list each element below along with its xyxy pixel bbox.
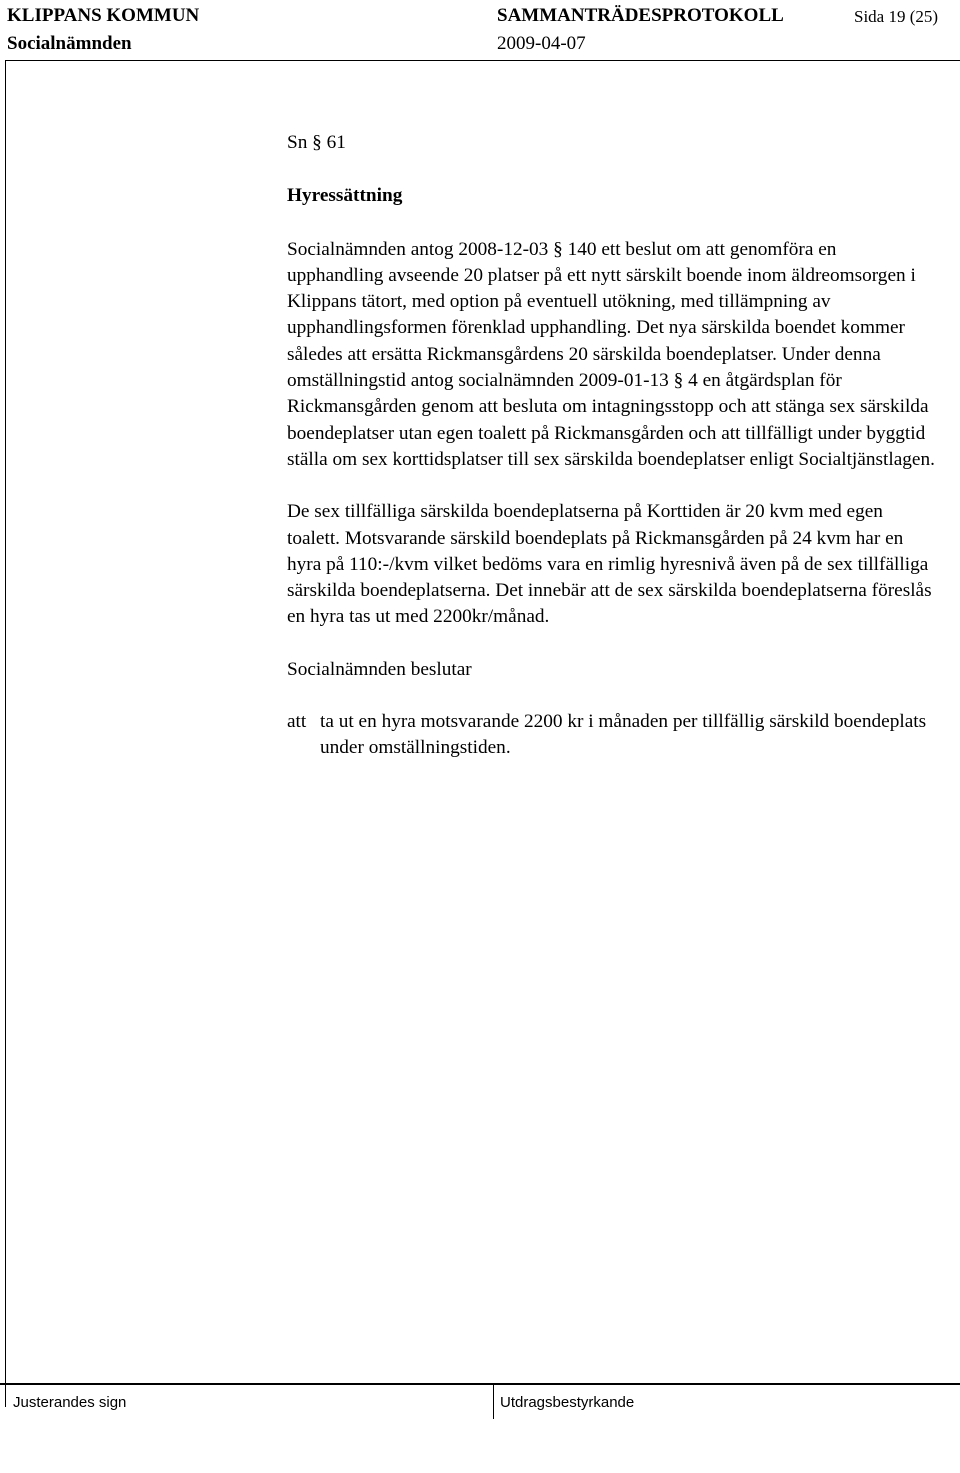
section-title: Hyressättning [287,185,403,207]
header-row-bottom [0,33,960,57]
left-margin-rule [5,60,6,1380]
meeting-date: 2009-04-07 [497,33,586,54]
certification-label: Utdragsbestyrkande [500,1394,635,1411]
header-divider [5,60,960,61]
header-row-top [0,5,960,29]
decision-text: ta ut en hyra motsvarande 2200 kr i månaden per tillfällig särskild boendeplats under omställningstiden. [320,711,927,759]
signature-label: Justerandes sign [13,1394,127,1411]
decision-item [287,709,937,762]
section-number: Sn § 61 [287,132,346,153]
document-type: SAMMANTRÄDESPROTOKOLL [497,5,784,26]
decision-att-label: att [287,711,307,733]
paragraph: Socialnämnden antog 2008-12-03 § 140 ett beslut om att genomföra en upphandling avseende 20 platser på ett nytt särskilt boende inom äldreomsorgen i Klippans tätort, med option på eventuell utökning, med tillämpning av upphandlingsformen förenklad upphandling. Det nya särskilda boendet kommer således att ersätta Rickmansgårdens 20 särskilda boendeplatser. Under denna omställningstid antog socialnämnden 2009-01-13 § 4 en åtgärdsplan för Rickmansgården genom att besluta om intagningsstopp och att stänga sex särskilda boendeplatser utan egen toalett på Rickmansgården och att tillfälligt under byggtid ställa om sex korttidsplatser till sex särskilda boendeplatser enligt Socialtjänstlagen. [287,238,935,470]
org-name: KLIPPANS KOMMUN [7,5,200,26]
page-number: Sida 19 (25) [854,7,939,26]
protocol-section [287,130,937,762]
footer-divider [493,1385,494,1419]
committee-name: Socialnämnden [7,33,132,54]
signature-footer [0,1383,960,1473]
paragraph: De sex tillfälliga särskilda boendeplatserna på Korttiden är 20 kvm med egen toalett. Motsvarande särskild boendeplats på Rickmansgården på 24 kvm har en hyra på 110:-/kvm vilket bedöms vara en rimlig hyresnivå även på de sex tillfälliga särskilda boendeplatserna. Det innebär att de sex särskilda boendeplatserna föreslås en hyra tas ut med 2200kr/månad. [287,501,932,628]
footer-divider [5,1367,6,1407]
decision-heading: Socialnämnden beslutar [287,658,472,680]
